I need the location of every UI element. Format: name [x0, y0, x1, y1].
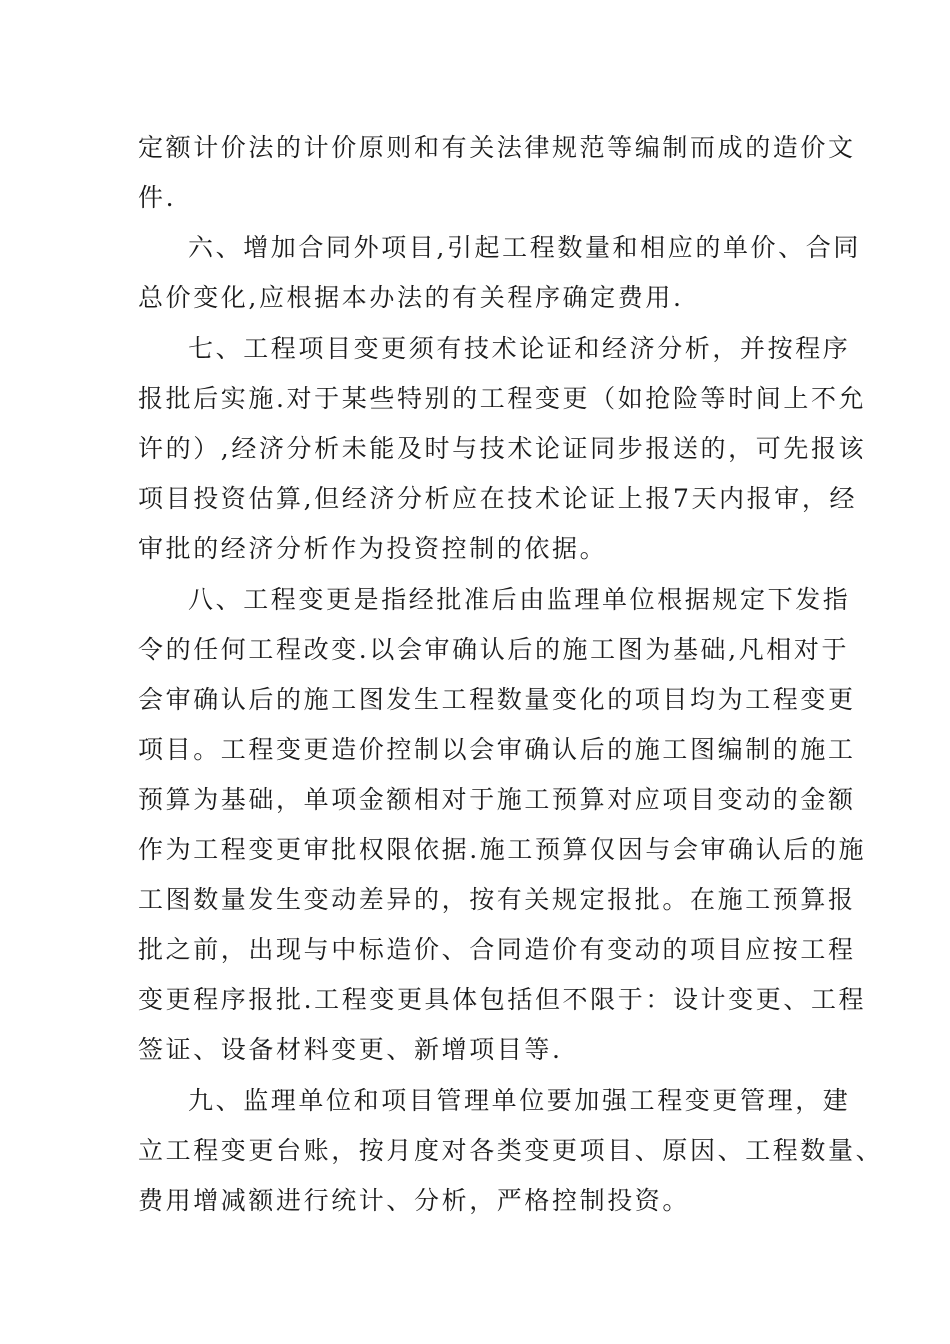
text-line: 报批后实施.对于某些特别的工程变更（如抢险等时间上不允	[138, 384, 867, 413]
text-line: 立工程变更台账，按月度对各类变更项目、原因、工程数量、	[138, 1136, 884, 1165]
text-line: 批之前，出现与中标造价、合同造价有变动的项目应按工程	[138, 935, 856, 964]
text-line: 费用增减额进行统计、分析，严格控制投资。	[138, 1186, 691, 1215]
text-line: 预算为基础，单项金额相对于施工预算对应项目变动的金额	[138, 785, 856, 814]
text-line: 许的）,经济分析未能及时与技术论证同步报送的，可先报该	[138, 434, 867, 463]
text-line: 工图数量发生变动差异的，按有关规定报批。在施工预算报	[138, 885, 856, 914]
text-line: 审批的经济分析作为投资控制的依据。	[138, 534, 608, 563]
text-line: 签证、设备材料变更、新增项目等.	[138, 1035, 563, 1064]
text-line: 项目。工程变更造价控制以会审确认后的施工图编制的施工	[138, 735, 856, 764]
text-line: 件.	[138, 183, 177, 212]
paragraph-six-first-line: 六、增加合同外项目,引起工程数量和相应的单价、合同	[188, 233, 861, 262]
text-line: 作为工程变更审批权限依据.施工预算仅因与会审确认后的施	[138, 835, 867, 864]
paragraph-seven-first-line: 七、工程项目变更须有技术论证和经济分析，并按程序	[188, 334, 851, 363]
text-line: 项目投资估算,但经济分析应在技术论证上报7天内报审，经	[138, 484, 858, 513]
text-line: 令的任何工程改变.以会审确认后的施工图为基础,凡相对于	[138, 635, 850, 664]
text-line: 总价变化,应根据本办法的有关程序确定费用.	[138, 283, 684, 312]
paragraph-eight-first-line: 八、工程变更是指经批准后由监理单位根据规定下发指	[188, 585, 851, 614]
text-line: 定额计价法的计价原则和有关法律规范等编制而成的造价文	[138, 133, 856, 162]
paragraph-nine-first-line: 九、监理单位和项目管理单位要加强工程变更管理，建	[188, 1086, 851, 1115]
text-line: 变更程序报批.工程变更具体包括但不限于：设计变更、工程	[138, 985, 867, 1014]
text-line: 会审确认后的施工图发生工程数量变化的项目均为工程变更	[138, 685, 856, 714]
